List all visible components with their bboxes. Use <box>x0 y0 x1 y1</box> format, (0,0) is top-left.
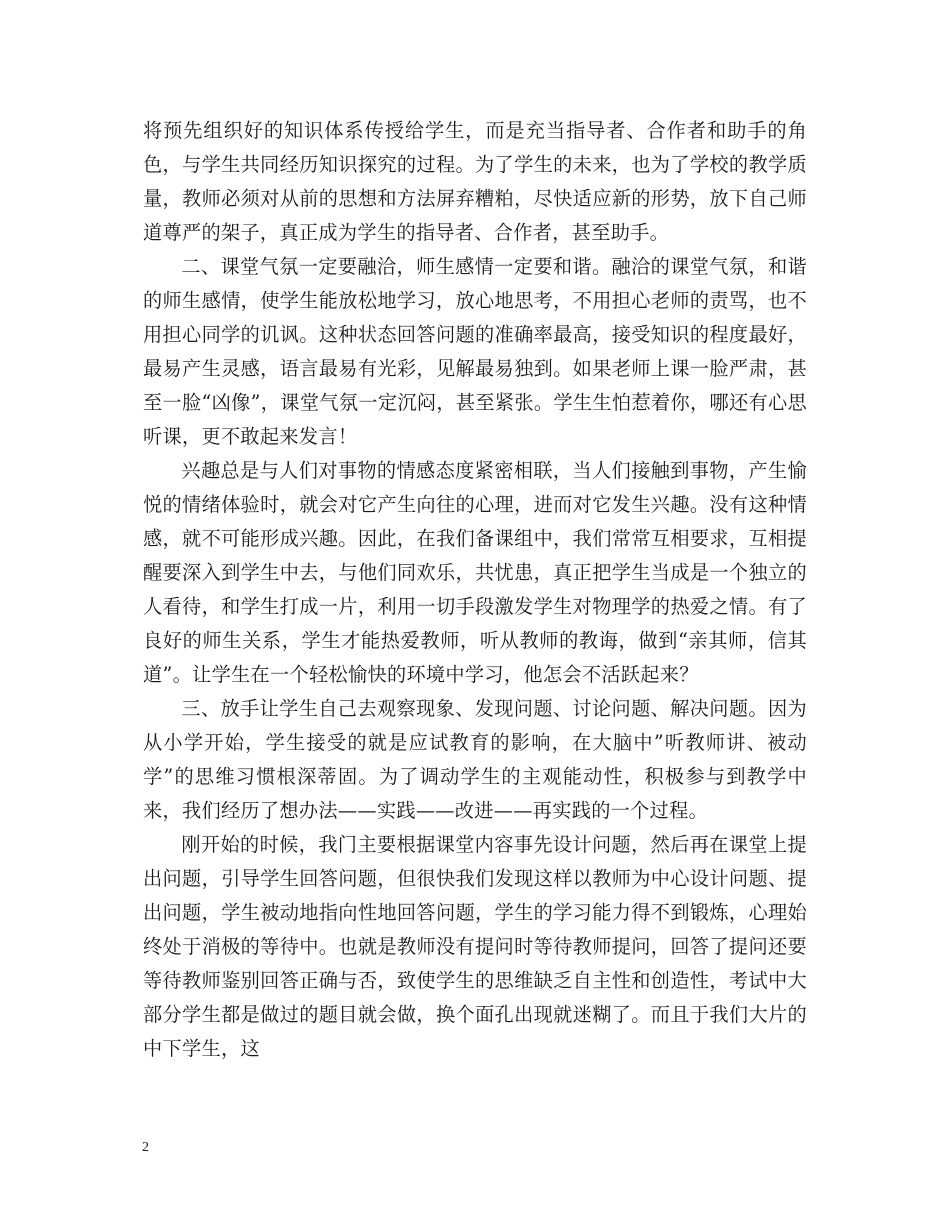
body-text <box>143 114 807 1066</box>
paragraph-continuation: 将预先组织好的知识体系传授给学生，而是充当指导者、合作者和助手的角色，与学生共同经历知识探究的过程。为了学生的未来，也为了学校的教学质量，教师必须对从前的思想和方法屏弃糟粕，尽快适应新的形势，放下自己师道尊严的架子，真正成为学生的指导者、合作者，甚至助手。 <box>143 119 807 244</box>
page-number: 2 <box>142 1140 149 1155</box>
paragraph-student-autonomy: 三、放手让学生自己去观察现象、发现问题、讨论问题、解决问题。因为从小学开始，学生接受的就是应试教育的影响，在大脑中”听教师讲、被动学”的思维习惯根深蒂固。为了调动学生的主观能动性，积极参与到教学中来，我们经历了想办法——实践——改进——再实践的一个过程。 <box>143 697 807 822</box>
paragraph-classroom-atmosphere: 二、课堂气氛一定要融洽，师生感情一定要和谐。融洽的课堂气氛，和谐的师生感情，使学生能放松地学习，放心地思考，不用担心老师的责骂，也不用担心同学的讥讽。这种状态回答问题的准确率最高，接受知识的程度最好，最易产生灵感，语言最易有光彩，见解最易独到。如果老师上课一脸严肃，甚至一脸“凶像”，课堂气氛一定沉闷，甚至紧张。学生生怕惹着你，哪还有心思听课，更不敢起来发言！ <box>143 255 807 448</box>
paragraph-interest: 兴趣总是与人们对事物的情感态度紧密相联，当人们接触到事物，产生愉悦的情绪体验时，就会对它产生向往的心理，进而对它发生兴趣。没有这种情感，就不可能形成兴趣。因此，在我们备课组中，我们常常互相要求，互相提醒要深入到学生中去，与他们同欢乐，共忧患，真正把学生当成是一个独立的人看待，和学生打成一片，利用一切手段激发学生对物理学的热爱之情。有了良好的师生关系，学生才能热爱教师，听从教师的教诲，做到“亲其师，信其道”。让学生在一个轻松愉快的环境中学习，他怎会不活跃起来？ <box>143 459 807 686</box>
paragraph-initial-approach: 刚开始的时候，我门主要根据课堂内容事先设计问题，然后再在课堂上提出问题，引导学生回答问题，但很快我们发现这样以教师为中心设计问题、提出问题，学生被动地指向性地回答问题，学生的学习能力得不到锻炼，心理始终处于消极的等待中。也就是教师没有提问时等待教师提问，回答了提问还要等待教师鉴别回答正确与否，致使学生的思维缺乏自主性和创造性，考试中大部分学生都是做过的题目就会做，换个面孔出现就迷糊了。而且于我们大片的中下学生，这 <box>143 833 807 1060</box>
